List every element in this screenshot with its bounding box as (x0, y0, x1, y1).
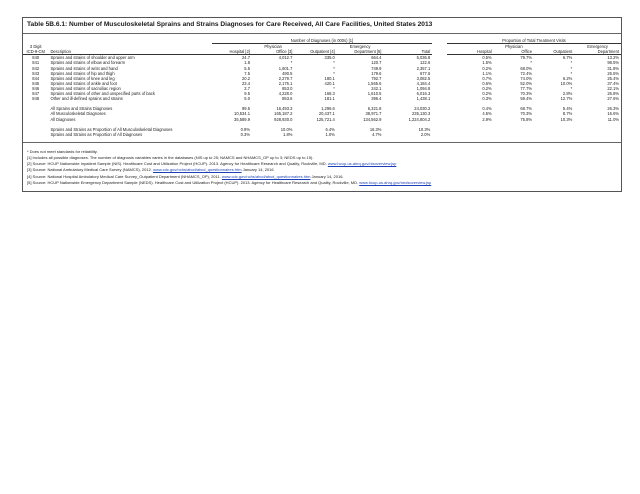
icd-code: 843 (32, 70, 40, 76)
proportion-cell: 31.8% (607, 65, 619, 71)
count-cell: 35,589.9 (234, 116, 250, 122)
count-cell: 853.6 (282, 96, 293, 102)
proportion-cell: 11.0% (607, 116, 619, 122)
count-cell: 16,493.3 (276, 106, 293, 112)
count-cell: * (333, 65, 335, 71)
icd-code: 840 (32, 55, 40, 61)
row-description: Sprains and Strains as Proportion of All Diagnoses (50, 131, 143, 137)
group-number-header: Number of Diagnoses (in 000s) [1] (212, 38, 433, 44)
footnote-text: [5] Source: HCUP Nationwide Emergency Department Sample (NEDS). Healthcare Cost and Utilization Project (HCUP). 2013. Agency for Healthcare Research and Quality, Rockville, MD. (27, 179, 360, 185)
icd-code: 845 (32, 80, 40, 86)
count-cell: * (290, 60, 293, 66)
count-cell: 4.7% (372, 131, 382, 137)
proportion-cell: 13.2% (607, 55, 619, 61)
count-cell: 6,321.8 (367, 106, 382, 112)
proportion-cell: 52.0% (520, 80, 532, 86)
count-cell: 4,184.4 (416, 80, 431, 86)
proportion-cell: 68.7% (520, 106, 532, 112)
proportion-cell: * (570, 70, 573, 76)
proportion-cell: 70.3% (520, 91, 532, 97)
count-cell: 1,296.6 (321, 106, 335, 112)
row-description: All Musculoskeletal Diagnoses (50, 111, 106, 117)
count-cell: 4,012.7 (278, 55, 293, 61)
proportion-cell: 6.7% (562, 55, 573, 61)
footnote-text: * Does not meet standards for reliability. (27, 148, 98, 154)
count-cell: 180.1 (324, 75, 335, 81)
count-cell: 24,030.2 (414, 106, 431, 112)
prop-col-top: Physician (505, 44, 523, 50)
row-description: Other and ill-defined sprains and strains (50, 96, 123, 102)
proportion-cell: 2.9% (482, 116, 492, 122)
proportion-cell: 26.5% (607, 70, 619, 76)
row-description: Sprains and strains of knee and leg (50, 75, 115, 81)
count-cell: 2.0% (420, 131, 431, 137)
count-cell: 6.4% (325, 126, 335, 132)
count-cell: * (333, 85, 335, 91)
proportion-cell: 25.4% (607, 75, 619, 81)
proportion-cell: 1.5% (482, 60, 492, 66)
code-col-top: 3 Digit (29, 44, 42, 50)
proportion-cell: 72.4% (520, 70, 532, 76)
count-cell: 335.0 (324, 55, 335, 61)
count-cell: * (333, 60, 335, 66)
proportion-cell: * (570, 65, 573, 71)
count-cell: 2,279.7 (278, 75, 293, 81)
data-table (23, 38, 621, 142)
proportion-cell: 37.4% (607, 80, 619, 86)
report-table-sheet (22, 17, 622, 192)
icd-code: 848 (32, 96, 40, 102)
count-cell: 5.5 (244, 65, 250, 71)
count-cell: 2.7 (244, 85, 250, 91)
row-description: Sprains and Strains as Proportion of All Musculoskeletal Diagnoses (50, 126, 173, 132)
proportion-cell: 98.5% (607, 60, 619, 66)
proportion-cell: 74.0% (520, 75, 532, 81)
count-cell: 5.0 (244, 96, 250, 102)
prop-col-header: Department (574, 49, 621, 55)
proportion-cell: 77.7% (520, 85, 532, 91)
proportion-cell: 16.6% (607, 111, 619, 117)
footnote-text: [3] Source: National Ambulatory Medical Care Survey (NAMCS), 2012. (27, 167, 154, 173)
num-col-header: Total (383, 49, 432, 55)
count-cell: 2,357.1 (416, 65, 431, 71)
count-cell: * (333, 70, 335, 76)
proportion-cell: 59.4% (520, 96, 532, 102)
proportion-cell: * (570, 60, 573, 66)
proportion-cell: * (570, 85, 573, 91)
footnote-text: [2] Source: HCUP Nationwide Inpatient Sample (NIS). Healthcare Cost and Utilization Project (HCUP). 2013. Agency for Healthcare Research and Quality, Rockville, MD. (27, 161, 328, 167)
footnote-date: January 14, 2016. (310, 173, 344, 179)
proportion-cell: 70.3% (520, 111, 532, 117)
description-col-header: Description (48, 49, 211, 55)
count-cell: 3,082.5 (416, 75, 431, 81)
count-cell: 5,036.8 (416, 55, 431, 61)
proportion-cell: 6.2% (562, 75, 573, 81)
proportion-cell: 79.7% (520, 55, 532, 61)
count-cell: 20,437.1 (318, 111, 335, 117)
proportion-cell: 0.7% (482, 75, 492, 81)
count-cell: 122.6 (419, 60, 431, 66)
count-cell: 2,175.1 (278, 80, 293, 86)
row-description: All Diagnoses (50, 116, 76, 122)
count-cell: 10.0% (280, 126, 293, 132)
proportion-cell: 0.2% (482, 65, 492, 71)
proportion-cell: 0.2% (482, 85, 492, 91)
count-cell: 23.4 (242, 80, 250, 86)
source-link[interactable]: www.cdc.gov/nchs/ahcd/ahcd_questionnaires.htm (221, 173, 311, 179)
footnote-date: January 14, 2016 (241, 167, 274, 173)
icd-code: 846 (32, 85, 40, 91)
proportion-cell: 10.3% (560, 116, 573, 122)
count-cell: 1,438.1 (416, 96, 431, 102)
count-cell: 1,094.8 (416, 85, 431, 91)
row-description: Sprains and strains of shoulder and upper arm (50, 55, 135, 61)
row-description: Sprains and strains of other and unspecified parts of back (50, 91, 155, 97)
count-cell: 0.3% (240, 131, 250, 137)
proportion-cell: 1.1% (482, 70, 492, 76)
num-col-header: Office [3] (252, 49, 294, 55)
count-cell: 490.5 (282, 70, 293, 76)
count-cell: 749.9 (371, 65, 382, 71)
proportion-cell: 0.3% (482, 96, 492, 102)
source-link[interactable]: www.hcup-us.ahrq.gov/nisoverview.jsp (327, 161, 397, 167)
count-cell: 10,534.1 (234, 111, 250, 117)
count-cell: 420.1 (324, 80, 335, 86)
table-body (23, 55, 621, 142)
count-cell: 1.8% (283, 131, 293, 137)
row-description: Sprains and strains of elbow and forearm (50, 60, 126, 66)
num-col-top: Physician (264, 44, 282, 50)
footnotes (23, 142, 621, 191)
count-cell: 928,930.0 (274, 116, 293, 122)
count-cell: 853.0 (282, 85, 293, 91)
icd-code: 847 (32, 91, 40, 97)
footnote-text: [4] Source: National Hospital Ambulatory Medical Care Survey_Outpatient Department (NHAMCS_OP), 2011. (27, 173, 222, 179)
row-description: All Sprains and Strains Diagnoses (50, 106, 113, 112)
proportion-cell: 2.8% (562, 91, 573, 97)
count-cell: 1.0% (325, 131, 335, 137)
icd-code: 841 (32, 60, 40, 66)
count-cell: 9.5 (244, 91, 250, 97)
proportion-cell: 0.2% (482, 91, 492, 97)
count-cell: 168.3 (324, 91, 335, 97)
num-col-top: Emergency (349, 44, 371, 50)
count-cell: 120.7 (371, 60, 382, 66)
count-cell: 1.8 (244, 60, 250, 66)
count-cell: 165,187.2 (274, 111, 293, 117)
count-cell: 235,130.3 (412, 111, 431, 117)
count-cell: 20.2 (242, 75, 250, 81)
num-col-header: Department [5] (337, 49, 384, 55)
count-cell: 134,562.9 (363, 116, 382, 122)
proportion-cell: 0.6% (482, 80, 492, 86)
group-proportion-header: Proportion of Total Treatment Visits (447, 38, 621, 44)
source-link[interactable]: www.cdc.gov/nchs/ahcd/ahcd_questionnaires.htm (153, 167, 242, 173)
count-cell: 242.1 (371, 85, 382, 91)
prop-col-header: Office (494, 49, 534, 55)
count-cell: 99.5 (242, 106, 250, 112)
proportion-cell: 26.3% (607, 106, 619, 112)
proportion-cell: 4.5% (482, 111, 492, 117)
proportion-cell: 8.7% (562, 111, 573, 117)
count-cell: 10.3% (418, 126, 431, 132)
count-cell: 16.3% (369, 126, 382, 132)
count-cell: 7.5 (244, 70, 250, 76)
row-description: Sprains and strains of sacroiliac region (50, 85, 121, 91)
icd-code: 844 (32, 75, 40, 81)
proportion-cell: 12.7% (560, 96, 573, 102)
proportion-cell: 75.8% (520, 116, 532, 122)
source-link[interactable]: www.hcup-us.ahrq.gov/nedsoverview.jsp (359, 179, 432, 185)
proportion-cell: 0.5% (482, 55, 492, 61)
prop-col-header: Outpatient (534, 49, 574, 55)
count-cell: 6,016.3 (416, 91, 431, 97)
num-col-header: Outpatient [4] (294, 49, 336, 55)
footnote-text: [1] Includes all possible diagnoses. The number of diagnosis variables varies in the databases (NIS up to 25; NAMCS and NHAMCS_OP up to 3; NEDS up to 15). (27, 155, 314, 161)
prop-col-top: Emergency (587, 44, 608, 50)
count-cell: 0.9% (240, 126, 250, 132)
table-title: Table 5B.6.1: Number of Musculoskeletal Sprains and Strains Diagnoses for Care Received, All Care Facilities, United States 2013 (23, 18, 621, 34)
count-cell: 677.6 (419, 70, 431, 76)
count-cell: 24.7 (242, 55, 250, 61)
count-cell: 664.4 (371, 55, 382, 61)
count-cell: 1,610.5 (367, 91, 382, 97)
proportion-cell: 27.6% (607, 96, 619, 102)
count-cell: 792.7 (371, 75, 382, 81)
proportion-cell: 0.4% (482, 106, 492, 112)
count-cell: 1,224,804.2 (408, 116, 431, 122)
prop-col-header: Hospital (447, 49, 494, 55)
proportion-cell: 5.4% (562, 106, 573, 112)
count-cell: 181.1 (324, 96, 335, 102)
row-description: Sprains and strains of hip and thigh (50, 70, 115, 76)
proportion-cell: 10.0% (560, 80, 573, 86)
row-description: Sprains and strains of ankle and foot (50, 80, 117, 86)
count-cell: 1,601.7 (278, 65, 293, 71)
count-cell: 4,228.0 (278, 91, 293, 97)
code-col-header: ICD-9-CM (23, 49, 48, 55)
count-cell: 179.6 (371, 70, 382, 76)
count-cell: 396.4 (371, 96, 382, 102)
num-col-header: Hospital [2] (212, 49, 252, 55)
proportion-cell: 68.0% (520, 65, 532, 71)
proportion-cell: 22.1% (607, 85, 619, 91)
count-cell: 1,565.6 (367, 80, 382, 86)
row-description: Sprains and strains of wrist and hand (50, 65, 118, 71)
proportion-cell: 26.8% (607, 91, 619, 97)
count-cell: 38,971.7 (365, 111, 382, 117)
proportion-cell: * (530, 60, 532, 66)
footnote (27, 180, 617, 186)
count-cell: 125,721.4 (316, 116, 335, 122)
icd-code: 842 (32, 65, 40, 71)
